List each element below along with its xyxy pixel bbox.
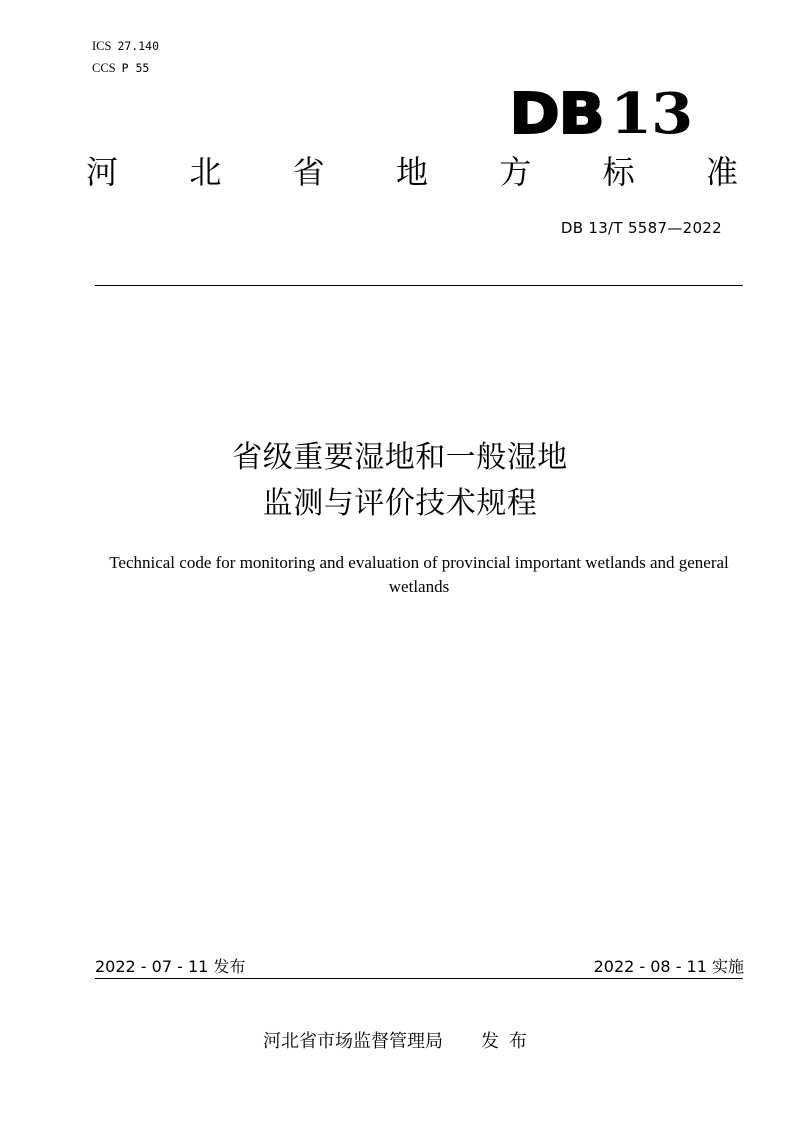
issue-word: 发布: [481, 1031, 537, 1052]
standard-type-char: 河: [86, 153, 119, 191]
title-cn-line1: 省级重要湿地和一般湿地: [232, 440, 568, 475]
ics-classification: [92, 38, 159, 54]
issuer-block: [0, 1030, 800, 1054]
logo-prefix: DB: [509, 82, 604, 147]
standard-type-char: 北: [189, 153, 222, 191]
ics-label: ICS: [92, 39, 112, 53]
standard-type-char: 标: [602, 153, 635, 191]
ccs-label: CCS: [92, 61, 116, 75]
standard-type: [86, 150, 738, 194]
ccs-code: P 55: [121, 61, 150, 75]
top-divider: [95, 285, 743, 286]
standard-number: DB 13/T 5587—2022: [560, 219, 722, 237]
issuer-name: 河北省市场监督管理局: [263, 1031, 443, 1052]
issue-date: 2022 - 07 - 11 发布: [95, 957, 246, 976]
logo-number: 13: [609, 81, 692, 147]
ccs-classification: [92, 60, 149, 76]
bottom-divider: [95, 978, 743, 979]
ics-code: 27.140: [117, 39, 159, 53]
db13-logo: [509, 82, 692, 147]
standard-type-char: 地: [395, 153, 428, 191]
standard-type-char: 准: [705, 153, 738, 191]
implementation-date: 2022 - 08 - 11 实施: [593, 957, 744, 976]
standard-type-char: 省: [292, 153, 325, 191]
standard-type-char: 方: [499, 153, 532, 191]
title-cn-line2: 监测与评价技术规程: [262, 486, 538, 521]
title-en: Technical code for monitoring and evaluation of provincial important wetlands and general wetlands: [109, 553, 729, 596]
